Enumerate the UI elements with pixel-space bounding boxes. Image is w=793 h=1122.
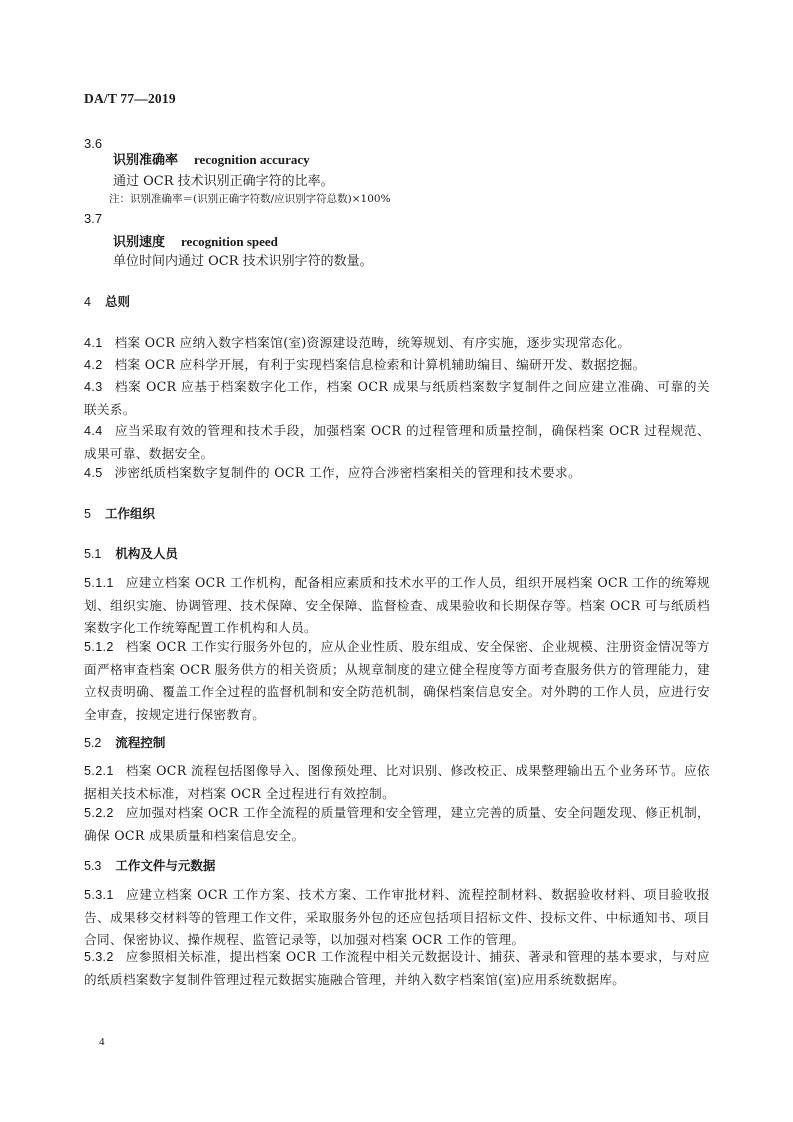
- subsection-heading: [84, 733, 165, 751]
- clause-number: 4.3: [84, 380, 103, 394]
- term-name-en: recognition speed: [181, 234, 278, 249]
- term-note: 注：识别准确率＝(识别正确字符数/应识别字符总数)×100%: [109, 193, 391, 205]
- term-number: 3.6: [84, 136, 103, 151]
- section-number: 4: [84, 295, 91, 309]
- document-code-header: DA/T 77—2019: [84, 91, 176, 106]
- term-name: [113, 149, 310, 168]
- term-number: 3.7: [84, 211, 103, 226]
- term-name-zh: 识别速度: [113, 235, 166, 250]
- subsection-heading: [84, 856, 215, 874]
- clause-number: 5.3.1: [84, 888, 114, 902]
- clause-4-3: [84, 376, 710, 421]
- term-definition: 单位时间内通过 OCR 技术识别字符的数量。: [113, 254, 373, 269]
- subsection-heading: [84, 544, 178, 562]
- clause-4-2: [84, 354, 710, 377]
- clause-number: 5.2.2: [84, 806, 114, 820]
- clause-text: 档案 OCR 流程包括图像导入、图像预处理、比对识别、修改校正、成果整理输出五个业务环节。应依据相关技术标准，对档案 OCR 全过程进行有效控制。: [84, 763, 710, 801]
- subsection-number: 5.2: [84, 736, 102, 750]
- subsection-title: 流程控制: [115, 735, 166, 750]
- clause-number: 4.5: [84, 466, 103, 480]
- subsection-number: 5.3: [84, 859, 102, 873]
- subsection-number: 5.1: [84, 547, 102, 561]
- term-name-zh: 识别准确率: [113, 153, 179, 168]
- section-heading: [84, 292, 130, 310]
- clause-text: 应建立档案 OCR 工作机构，配备相应素质和技术水平的工作人员，组织开展档案 OCR 工作的统筹规划、组织实施、协调管理、技术保障、安全保障、监督检查、成果验收和长期保存等。档案 OCR 可与纸质档案数字化工作统筹配置工作机构和人员。: [84, 575, 710, 635]
- clause-5-2-2: [84, 802, 710, 847]
- clause-number: 5.1.2: [84, 640, 114, 654]
- clause-text: 应当采取有效的管理和技术手段，加强档案 OCR 的过程管理和质量控制，确保档案 OCR 过程规范、成果可靠、数据安全。: [84, 423, 710, 461]
- subsection-title: 工作文件与元数据: [115, 858, 216, 873]
- clause-5-2-1: [84, 760, 710, 805]
- clause-number: 5.1.1: [84, 576, 114, 590]
- clause-text: 应参照相关标准，提出档案 OCR 工作流程中相关元数据设计、捕获、著录和管理的基本要求，与对应的纸质档案数字复制件管理过程元数据实施融合管理，并纳入数字档案馆(室)应用系统数据库。: [84, 949, 710, 987]
- clause-5-1-2: [84, 636, 710, 726]
- clause-text: 档案 OCR 应科学开展，有利于实现档案信息检索和计算机辅助编目、编研开发、数据挖掘。: [114, 357, 646, 372]
- section-title: 工作组织: [104, 506, 155, 521]
- clause-4-4: [84, 420, 710, 465]
- term-name-en: recognition accuracy: [194, 152, 310, 167]
- clause-number: 5.2.1: [84, 764, 114, 778]
- clause-5-3-1: [84, 884, 710, 952]
- page-number: 4: [99, 1036, 105, 1048]
- term-definition: 通过 OCR 技术识别正确字符的比率。: [113, 174, 334, 189]
- clause-text: 涉密纸质档案数字复制件的 OCR 工作，应符合涉密档案相关的管理和技术要求。: [114, 465, 581, 480]
- clause-4-5: [84, 462, 710, 485]
- section-title: 总则: [104, 294, 130, 309]
- term-name: [113, 231, 278, 250]
- clause-number: 4.2: [84, 358, 103, 372]
- section-heading: [84, 504, 155, 522]
- clause-text: 档案 OCR 工作实行服务外包的，应从企业性质、股东组成、安全保密、企业规模、注册资金情况等方面严格审查档案 OCR 服务供方的相关资质；从规章制度的建立健全程度等方面考查服务供方的管理能力，建立权责明确、覆盖工作全过程的监督机制和安全防范机制，确保档案信息安全。对外聘的工作人员，应进行安全审查，按规定进行保密教育。: [84, 639, 710, 722]
- clause-number: 4.1: [84, 336, 103, 350]
- clause-text: 档案 OCR 应基于档案数字化工作，档案 OCR 成果与纸质档案数字复制件之间应建立准确、可靠的关联关系。: [84, 379, 710, 417]
- section-number: 5: [84, 507, 91, 521]
- clause-4-1: [84, 332, 710, 355]
- subsection-title: 机构及人员: [115, 546, 178, 561]
- clause-5-1-1: [84, 572, 710, 640]
- clause-number: 5.3.2: [84, 950, 114, 964]
- clause-number: 4.4: [84, 424, 103, 438]
- clause-text: 应加强对档案 OCR 工作全流程的质量管理和安全管理，建立完善的质量、安全问题发现、修正机制，确保 OCR 成果质量和档案信息安全。: [84, 805, 710, 843]
- clause-5-3-2: [84, 946, 710, 991]
- clause-text: 档案 OCR 应纳入数字档案馆(室)资源建设范畴，统筹规划、有序实施，逐步实现常态化。: [114, 335, 631, 350]
- clause-text: 应建立档案 OCR 工作方案、技术方案、工作审批材料、流程控制材料、数据验收材料、项目验收报告、成果移交材料等的管理工作文件，采取服务外包的还应包括项目招标文件、投标文件、中标通知书、项目合同、保密协议、操作规程、监管记录等，以加强对档案 OCR 工作的管理。: [84, 887, 710, 947]
